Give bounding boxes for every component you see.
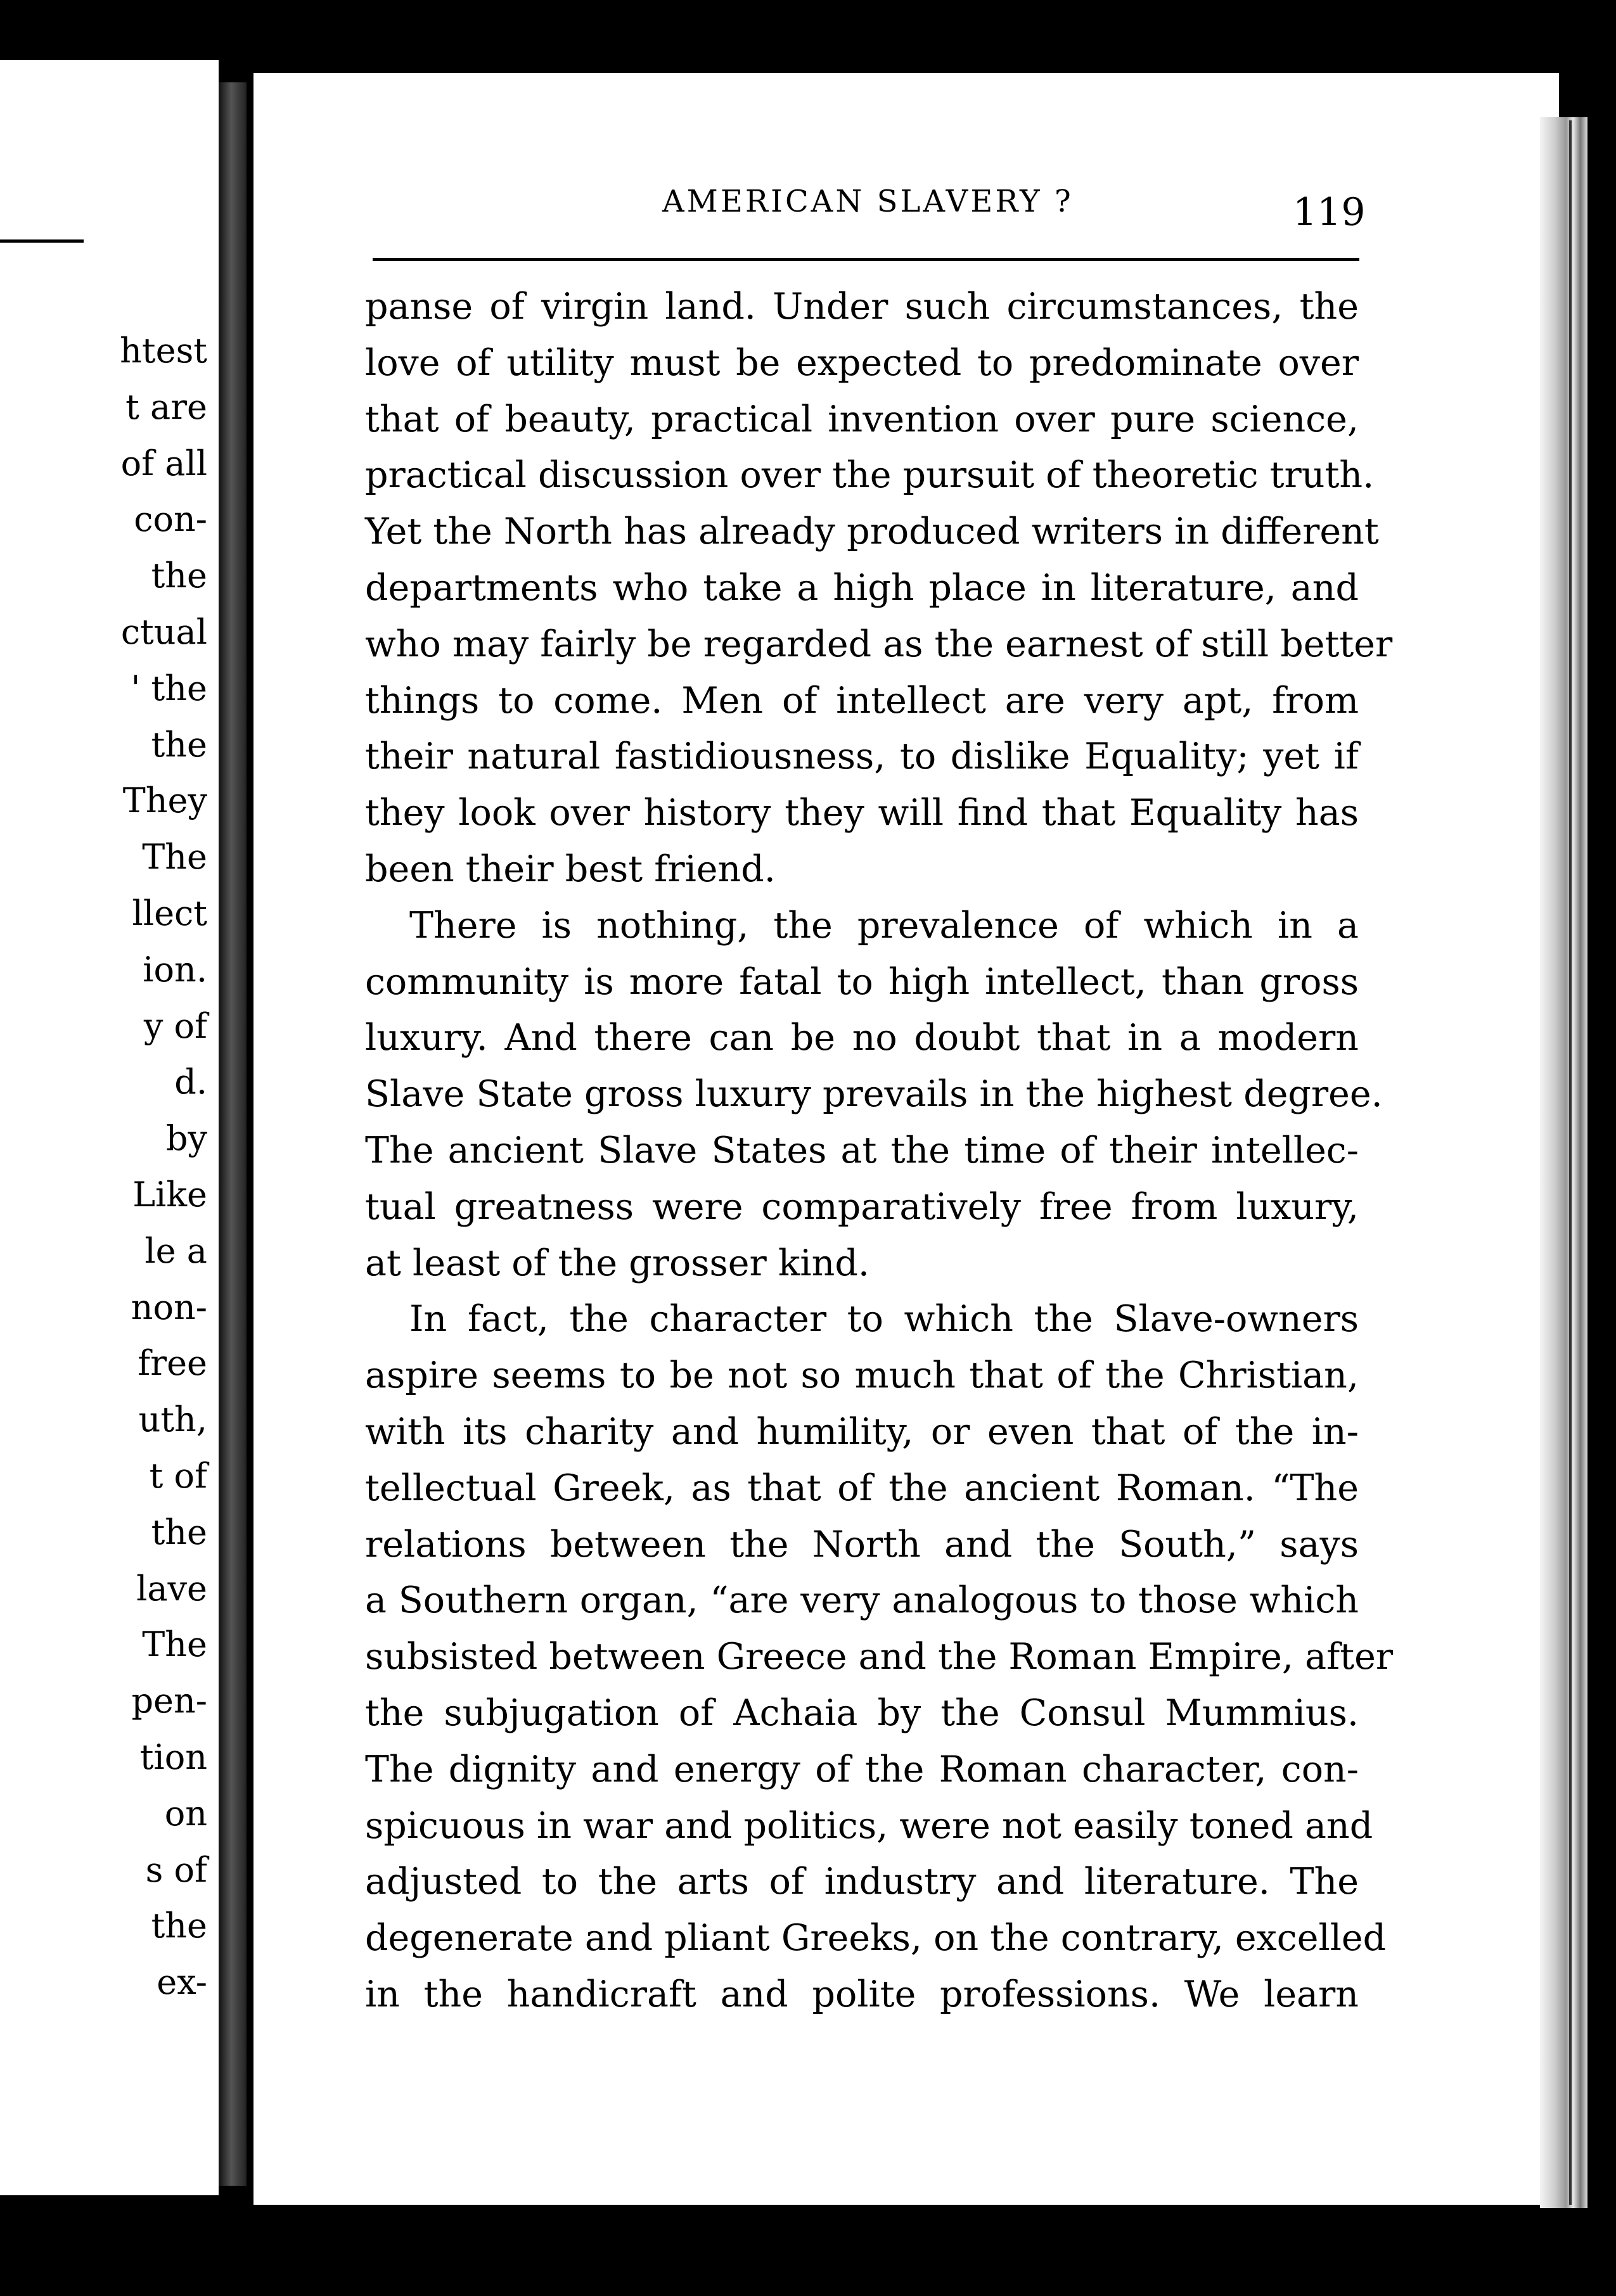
- text-line: luxury. And there can be no doubt that in a modern: [365, 1017, 1359, 1059]
- text-line: the subjugation of Achaia by the Consul Mummius.: [365, 1692, 1359, 1734]
- previous-page-line: on: [164, 1793, 207, 1834]
- text-line: with its charity and humility, or even that of the in-: [365, 1410, 1359, 1453]
- previous-page-text: [0, 323, 207, 2011]
- text-line: in the handicraft and polite professions. We learn: [365, 1973, 1359, 2015]
- text-line: In fact, the character to which the Slave-owners: [409, 1298, 1359, 1341]
- text-line: departments who take a high place in literature, and: [365, 566, 1359, 609]
- previous-page-line: y of: [143, 1005, 207, 1046]
- previous-page-line: ex-: [157, 1962, 207, 2003]
- text-line: they look over history they will find that Equality has: [365, 792, 1359, 834]
- previous-page-line: the: [151, 1906, 207, 1946]
- body-text: [365, 279, 1394, 2023]
- book-gutter: [219, 82, 247, 2186]
- previous-page-line: lave: [136, 1568, 207, 1609]
- previous-page-line: free: [138, 1343, 207, 1384]
- text-line: panse of virgin land. Under such circumstances, the: [365, 286, 1359, 328]
- previous-page-line: le a: [144, 1230, 207, 1271]
- previous-page-line: the: [151, 724, 207, 765]
- text-line: a Southern organ, “are very analogous to those which: [365, 1579, 1359, 1622]
- text-line: There is nothing, the prevalence of which in a: [409, 904, 1359, 947]
- previous-page-line: tion: [139, 1737, 207, 1777]
- previous-page-line: s of: [145, 1849, 207, 1890]
- page-edges: [1540, 117, 1587, 2208]
- previous-page-line: d.: [174, 1062, 207, 1102]
- running-head: AMERICAN SLAVERY ?: [662, 184, 1074, 219]
- text-line: community is more fatal to high intellect, than gross: [365, 960, 1359, 1003]
- text-line: adjusted to the arts of industry and literature. The: [365, 1861, 1359, 1903]
- previous-page-line: They: [122, 781, 207, 821]
- previous-page-line: the: [151, 556, 207, 596]
- previous-page-line: pen-: [131, 1681, 207, 1721]
- previous-page-line: t of: [149, 1455, 207, 1496]
- page-edge-line: [1569, 120, 1572, 2205]
- previous-page-line: non-: [131, 1287, 207, 1327]
- previous-page-line: htest: [120, 331, 207, 371]
- header-rule: [373, 258, 1359, 261]
- text-line: their natural fastidiousness, to dislike Equality; yet if: [365, 736, 1359, 778]
- text-line: that of beauty, practical invention over pure science,: [365, 398, 1359, 440]
- text-line: spicuous in war and politics, were not easily toned and: [365, 1804, 1373, 1847]
- text-line: subsisted between Greece and the Roman Empire, after: [365, 1636, 1394, 1678]
- previous-page-line: t are: [125, 386, 207, 427]
- previous-page-line: the: [151, 1512, 207, 1552]
- text-line: been their best friend.: [365, 848, 776, 890]
- previous-page-line: llect: [132, 893, 207, 933]
- text-line: Slave State gross luxury prevails in the highest degree.: [365, 1073, 1383, 1116]
- previous-page-line: The: [142, 837, 207, 877]
- previous-page-head-rule: [0, 239, 84, 243]
- text-line: love of utility must be expected to predominate over: [365, 341, 1359, 384]
- previous-page-line: by: [165, 1118, 207, 1159]
- previous-page-line: ion.: [143, 949, 207, 990]
- text-line: Yet the North has already produced writers in different: [365, 511, 1379, 553]
- text-line: tual greatness were comparatively free from luxury,: [365, 1185, 1359, 1228]
- text-line: at least of the grosser kind.: [365, 1242, 869, 1284]
- text-line: The dignity and energy of the Roman character, con-: [365, 1748, 1359, 1790]
- previous-page-fragment: [0, 60, 219, 2195]
- text-line: who may fairly be regarded as the earnest of still better: [365, 623, 1393, 665]
- text-line: practical discussion over the pursuit of theoretic truth.: [365, 454, 1375, 497]
- previous-page-line: The: [142, 1624, 207, 1665]
- previous-page-line: of all: [120, 443, 207, 483]
- previous-page-line: ' the: [131, 668, 207, 708]
- text-line: The ancient Slave States at the time of their intellec-: [365, 1129, 1359, 1171]
- previous-page-line: ctual: [120, 611, 207, 652]
- previous-page-line: con-: [134, 499, 207, 540]
- text-line: degenerate and pliant Greeks, on the contrary, excelled: [365, 1917, 1387, 1960]
- text-line: relations between the North and the South,” says: [365, 1523, 1359, 1566]
- text-line: things to come. Men of intellect are very apt, from: [365, 679, 1359, 722]
- page-number: 119: [1293, 190, 1366, 234]
- previous-page-line: Like: [132, 1174, 207, 1215]
- text-line: aspire seems to be not so much that of the Christian,: [365, 1355, 1359, 1397]
- text-line: tellectual Greek, as that of the ancient Roman. “The: [365, 1467, 1359, 1509]
- previous-page-line: uth,: [138, 1400, 207, 1440]
